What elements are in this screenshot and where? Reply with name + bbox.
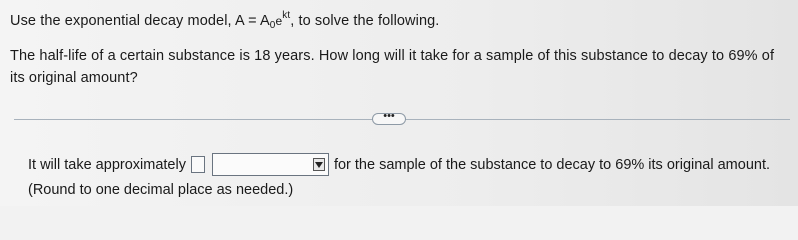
decay-formula <box>234 10 291 31</box>
instructions-prefix: Use the exponential decay model, <box>10 13 235 29</box>
answer-input[interactable] <box>191 156 205 173</box>
formula-e: e <box>275 14 283 28</box>
answer-prefix: It will take approximately <box>28 156 186 173</box>
unit-dropdown[interactable] <box>212 153 329 176</box>
formula-a: A <box>260 13 270 29</box>
formula-subscript: 0 <box>269 20 276 31</box>
triangle-down-icon[interactable] <box>313 158 325 171</box>
answer-suffix: for the sample of the substance to decay to 69% its original amount. <box>333 156 771 173</box>
formula-equals: = <box>243 13 260 29</box>
more-button-label: ••• <box>383 110 395 122</box>
expand-more-button[interactable] <box>372 110 406 125</box>
question-line-1: The half-life of a certain substance is 18 years. How long will it take for a sample of this substance to decay to 69% of <box>10 48 775 64</box>
answer-row <box>28 153 770 176</box>
question-line-2: its original amount? <box>10 70 138 86</box>
formula-lhs: A <box>234 13 244 29</box>
instructions-suffix: , to solve the following. <box>290 13 440 29</box>
rounding-note: (Round to one decimal place as needed.) <box>28 182 294 198</box>
formula-exponent: kt <box>282 10 291 21</box>
instructions <box>10 10 439 31</box>
